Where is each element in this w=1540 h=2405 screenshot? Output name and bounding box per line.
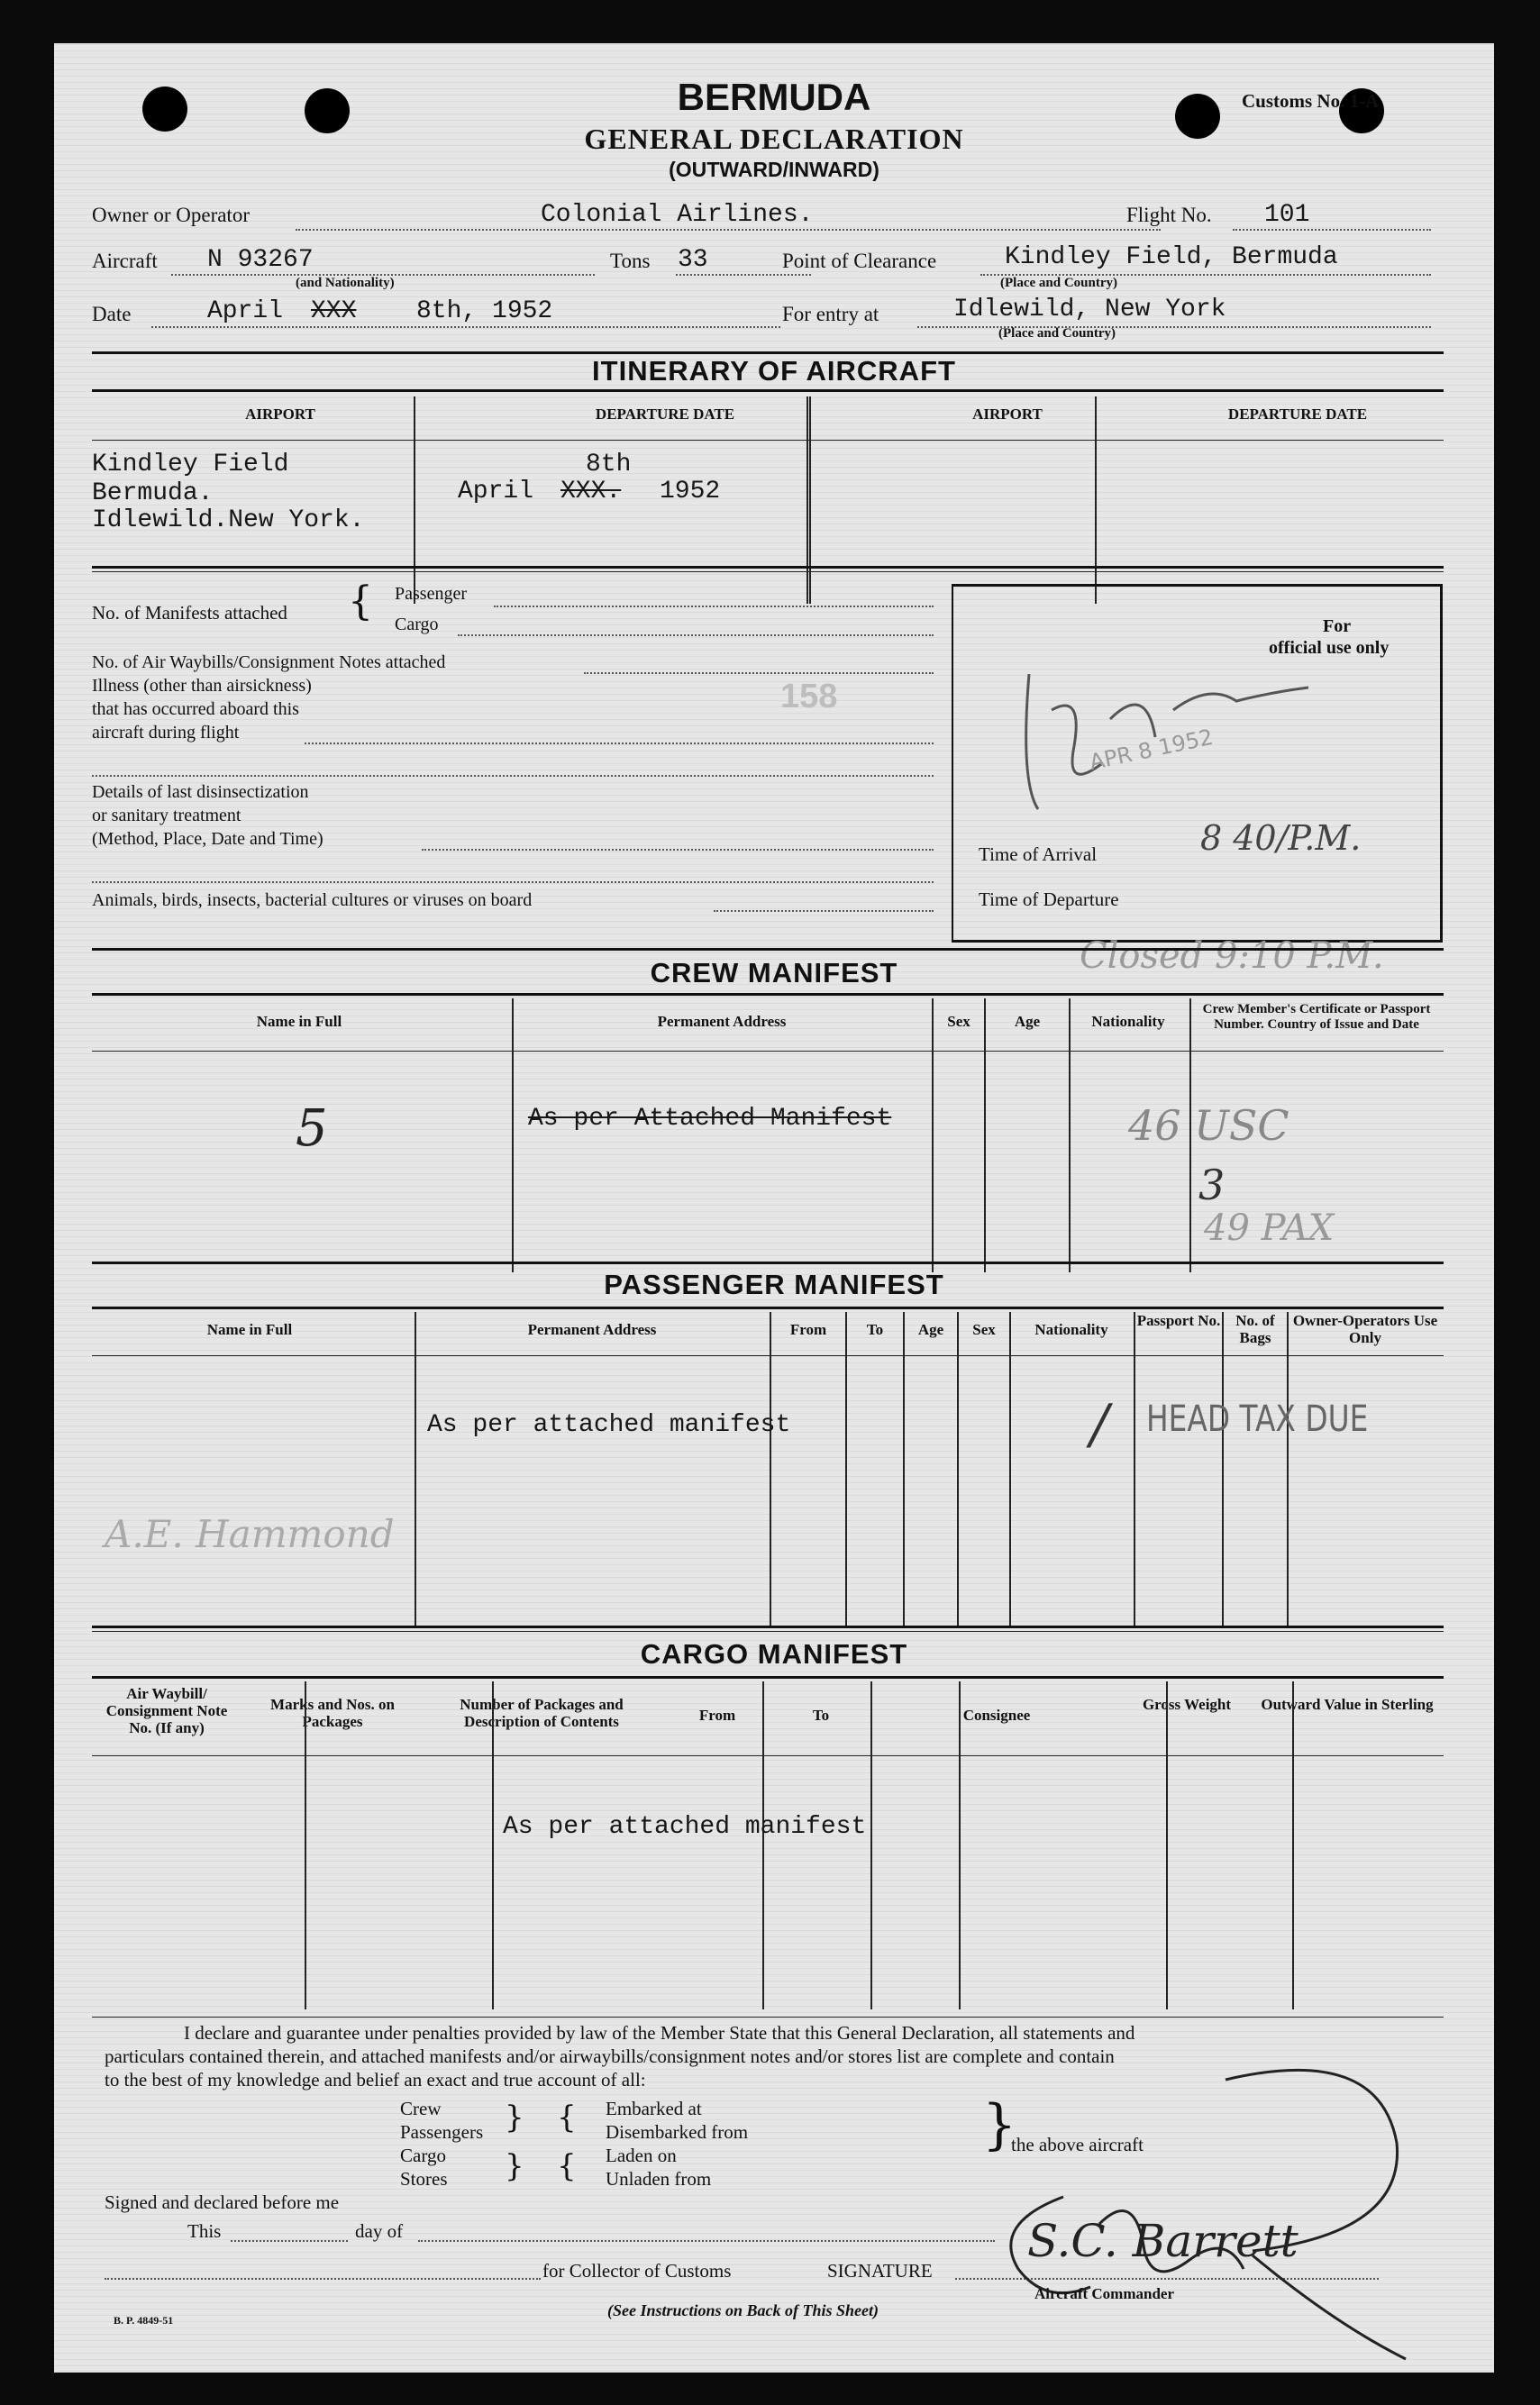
declaration-form: BERMUDA GENERAL DECLARATION (OUTWARD/INWARD) Customs No. 1-A Owner or Operator Colonial Airlines. Flight No. 101 Aircraft N 93267 (and Nationality) Tons 33 Point of Clearance Kindley Field, Bermuda (Place and Country) Date April XXX 8th, 1952 For entry at Idlewild, New York (Place and Country) ITINERARY OF AIRCRAFT AIRPORT DEPARTURE DATE AIRPORT DEPARTURE DATE Kindley Field Bermuda. Idlewild.New York. 8th April XXX. 1952 No. of Manifests attached { Passenger Cargo No. of Air Waybills/Consignment Notes attached Illness (other than airsickness) that has occurred aboard this aircraft during flight 158 Details of last disinsectization or sanitary treatment (Method, Place, Date and Time) Animals, birds, insects, bacterial cultures or viruses on board For official use only APR 8 1952 Time of Arrival 8 40/P.M. Time of Departure Closed 9:10 P.M. CREW MANIFEST Name in Full Permanent Address Sex Age Nationality Crew Member's Certificate or Passport Number. Country of Issue and Date As per Attached Manifest 5 46 USC 3 49 PAX PASSENGER MANIFEST Name in Full Permanent Address From To Age Sex Nationality Passport No. No. of Bags Owner-Operators Use Only As per attached manifest HEAD TAX DUE / A.E. Hammond CARGO MANIFEST Air Waybill/ Consignment Note No. (If any) Marks and Nos. on Packages Number of Packages and Description of Contents From To Consignee Gross Weight Outward Value in Sterling As per attached manifest I declare and guarantee under penalties provided by law of the Member State that this General Declaration, all statements and particulars contained therein, and attached manifests and/or airwaybills/consignment notes and/or stores list are complete and contain to the best of my knowledge and belief an exact and true account of all: Crew Passengers Cargo Stores } { } { Embarked at Disembarked from Laden on Unladen from } the above aircraft Signed and declared before me This day of for Collector of Customs SIGNATURE S.C. Barrett Aircraft Commander (See Instructions on Back of This Sheet) B. P. 4849-51: [54, 43, 1494, 2373]
pax-col-to: To: [866, 1321, 884, 1338]
cargo-col-marks: Marks and Nos. on Packages: [270, 1696, 395, 1730]
pax-col-from: From: [789, 1321, 827, 1338]
form-title: BERMUDA: [677, 76, 871, 118]
official-use-label: official use only: [1269, 638, 1390, 658]
cargo-col-waybill: Air Waybill/ Consignment Note No. (If any): [105, 1685, 228, 1736]
crew-col-name: Name in Full: [256, 1013, 342, 1030]
instructions-note: (See Instructions on Back of This Sheet): [607, 2301, 879, 2319]
itinerary-col-airport-2: AIRPORT: [972, 405, 1043, 423]
date-stamp: APR 8 1952: [1087, 724, 1216, 776]
form-subtitle: GENERAL DECLARATION: [584, 123, 964, 155]
cargo-col-from: From: [698, 1707, 736, 1724]
declaration-line-2: particulars contained therein, and attached manifests and/or airwaybills/consignment notes and/or stores list are complete and contain: [105, 2045, 1115, 2067]
disinsect-line-2: or sanitary treatment: [92, 806, 241, 825]
decl-disembarked: Disembarked from: [606, 2121, 749, 2143]
illness-line-2: that has occurred aboard this: [92, 699, 299, 719]
itinerary-col-departure-2: DEPARTURE DATE: [1227, 405, 1368, 423]
place-note-2: (Place and Country): [998, 326, 1116, 341]
crew-col-cert: Crew Member's Certificate or Passport Number. Country of Issue and Date: [1202, 1002, 1431, 1032]
commander-signature: S.C. Barrett: [1027, 2215, 1299, 2267]
cargo-col-value: Outward Value in Sterling: [1261, 1696, 1434, 1713]
decl-above-aircraft: the above aircraft: [1011, 2134, 1144, 2155]
entry-label: For entry at: [782, 303, 879, 325]
tons-label: Tons: [610, 250, 651, 272]
arrival-label: Time of Arrival: [979, 843, 1098, 865]
declaration-line-1: I declare and guarantee under penalties provided by law of the Member State that this General Declaration, all statements and: [184, 2022, 1135, 2044]
illness-line-3: aircraft during flight: [92, 723, 240, 742]
place-note: (Place and Country): [1000, 276, 1117, 290]
nationality-note: (and Nationality): [296, 276, 395, 290]
clearance-label: Point of Clearance: [782, 250, 937, 272]
form-direction: (OUTWARD/INWARD): [669, 158, 879, 181]
decl-unladen: Unladen from: [606, 2168, 712, 2190]
manifest-cargo: Cargo: [395, 615, 439, 634]
manifest-passenger: Passenger: [395, 584, 467, 604]
signature-label: SIGNATURE: [827, 2260, 933, 2282]
passenger-title: PASSENGER MANIFEST: [604, 1269, 944, 1300]
itinerary-airport-2: Bermuda.: [92, 479, 214, 507]
arrival-value: 8 40/P.M.: [1200, 818, 1362, 858]
decl-laden: Laden on: [606, 2145, 677, 2166]
tons-value: 33: [678, 246, 708, 274]
faint-number: 158: [780, 678, 838, 715]
pax-entry: As per attached manifest: [427, 1411, 791, 1439]
date-rest: 8th, 1952: [416, 297, 553, 325]
crew-col-address: Permanent Address: [657, 1013, 787, 1030]
crew-col-age: Age: [1014, 1013, 1041, 1030]
cargo-col-to: To: [812, 1707, 830, 1724]
pax-col-address: Permanent Address: [527, 1321, 657, 1338]
illness-line-1: Illness (other than airsickness): [92, 676, 312, 696]
aircraft-label: Aircraft: [92, 250, 158, 272]
manifests-label: No. of Manifests attached: [92, 602, 287, 624]
itinerary-dep-day: 8th: [586, 451, 632, 478]
pax-hand-mark: /: [1090, 1393, 1109, 1456]
pax-hand-signature: A.E. Hammond: [105, 1512, 395, 1556]
head-tax-stamp: HEAD TAX DUE: [1146, 1398, 1369, 1440]
decl-stores: Stores: [400, 2168, 448, 2190]
crew-hand-3: 3: [1198, 1161, 1226, 1209]
decl-passengers: Passengers: [400, 2121, 484, 2143]
cargo-col-packages: Number of Packages and Description of Contents: [460, 1696, 624, 1730]
signed-label: Signed and declared before me: [105, 2191, 340, 2213]
disinsect-line-1: Details of last disinsectization: [92, 782, 309, 802]
pax-col-passport: Passport No.: [1136, 1312, 1221, 1329]
itinerary-airport-1: Kindley Field: [92, 451, 289, 478]
pax-col-owner: Owner-Operators Use Only: [1292, 1312, 1438, 1346]
itinerary-dep-month: April: [458, 478, 534, 506]
itinerary-col-airport: AIRPORT: [245, 405, 315, 423]
pax-col-bags: No. of Bags: [1235, 1312, 1275, 1346]
disinsect-line-3: (Method, Place, Date and Time): [92, 829, 323, 849]
entry-value: Idlewild, New York: [953, 296, 1226, 323]
aircraft-value: N 93267: [207, 246, 314, 274]
pax-col-nationality: Nationality: [1034, 1321, 1108, 1338]
itinerary-airport-3: Idlewild.New York.: [92, 506, 365, 534]
cargo-entry: As per attached manifest: [503, 1813, 867, 1841]
pax-col-sex: Sex: [972, 1321, 996, 1338]
closed-note: Closed 9:10 P.M.: [1080, 935, 1384, 977]
date-month: April: [207, 297, 284, 325]
pax-col-age: Age: [917, 1321, 944, 1338]
decl-embarked: Embarked at: [606, 2098, 702, 2119]
cargo-col-consignee: Consignee: [962, 1707, 1031, 1724]
decl-crew: Crew: [400, 2098, 442, 2119]
itinerary-title: ITINERARY OF AIRCRAFT: [592, 355, 956, 387]
form-code: B. P. 4849-51: [114, 2314, 174, 2327]
pax-col-name: Name in Full: [206, 1321, 293, 1338]
crew-col-sex: Sex: [947, 1013, 970, 1030]
itinerary-dep-struck: XXX.: [560, 478, 622, 506]
waybills-label: No. of Air Waybills/Consignment Notes attached: [92, 652, 446, 672]
itinerary-dep-year: 1952: [660, 478, 721, 506]
cargo-title: CARGO MANIFEST: [640, 1638, 908, 1670]
flight-value: 101: [1264, 201, 1310, 229]
crew-hand-count: 5: [296, 1099, 328, 1158]
owner-label: Owner or Operator: [92, 204, 250, 226]
itinerary-col-departure: DEPARTURE DATE: [595, 405, 735, 423]
owner-value: Colonial Airlines.: [541, 201, 814, 229]
crew-title: CREW MANIFEST: [650, 957, 898, 988]
departure-label: Time of Departure: [979, 888, 1119, 910]
decl-cargo: Cargo: [400, 2145, 446, 2166]
form-number: Customs No. 1-A: [1242, 90, 1380, 112]
official-for: For: [1323, 616, 1352, 636]
collector-label: for Collector of Customs: [542, 2260, 732, 2282]
this-label: This: [187, 2220, 222, 2242]
date-struck: XXX: [311, 297, 357, 325]
clearance-value: Kindley Field, Bermuda: [1005, 243, 1338, 271]
day-label: day of: [355, 2220, 404, 2242]
date-label: Date: [92, 303, 132, 325]
flight-label: Flight No.: [1126, 204, 1212, 226]
declaration-line-3: to the best of my knowledge and belief an exact and true account of all:: [105, 2069, 646, 2091]
crew-col-nationality: Nationality: [1091, 1013, 1165, 1030]
commander-label: Aircraft Commander: [1034, 2285, 1175, 2302]
cargo-col-weight: Gross Weight: [1142, 1696, 1232, 1713]
crew-hand-49: 49 PAX: [1204, 1207, 1335, 1249]
animals-label: Animals, birds, insects, bacterial cultures or viruses on board: [92, 890, 533, 910]
crew-hand-usc: 46 USC: [1128, 1101, 1289, 1150]
crew-entry: As per Attached Manifest: [528, 1105, 892, 1133]
